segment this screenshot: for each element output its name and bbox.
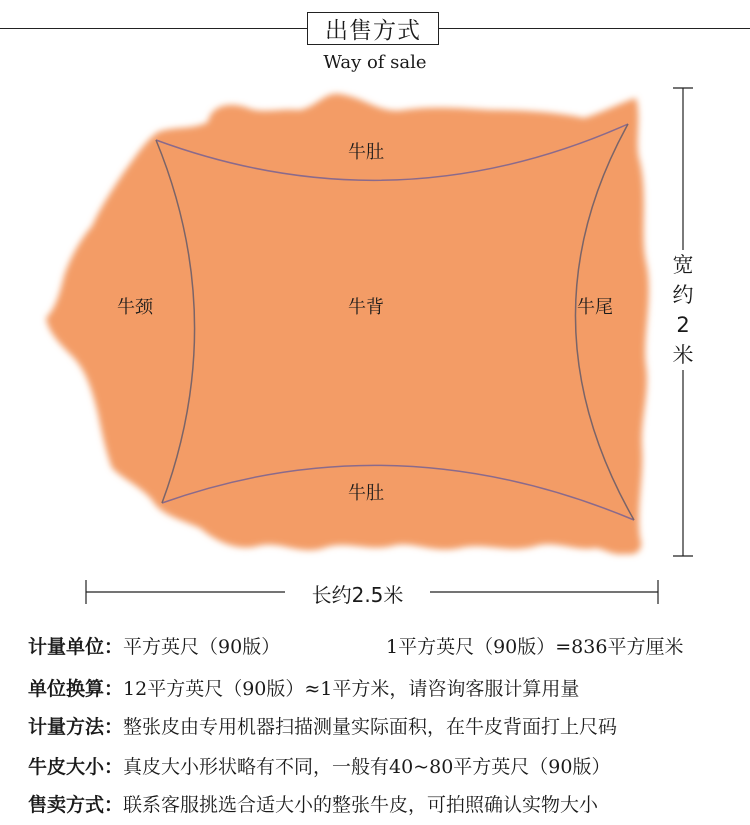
region-label-belly-top: 牛肚 — [348, 142, 384, 163]
region-label-belly-bottom: 牛肚 — [348, 483, 384, 504]
width-label-char: 2 — [668, 310, 698, 340]
region-label-back: 牛背 — [348, 297, 384, 318]
info-value: 平方英尺（90版） — [123, 636, 281, 658]
width-label-char: 宽 — [668, 250, 698, 280]
info-key: 计量方法： — [28, 716, 124, 738]
info-key: 牛皮大小： — [28, 756, 124, 778]
info-row — [28, 712, 617, 739]
info-row — [28, 674, 579, 701]
width-label-char: 约 — [668, 280, 698, 310]
section-title: 出售方式 — [307, 12, 439, 45]
info-value: 12平方英尺（90版）≈1平方米，请咨询客服计算用量 — [123, 678, 580, 700]
region-label-neck: 牛颈 — [117, 297, 153, 318]
info-value: 联系客服挑选合适大小的整张牛皮，可拍照确认实物大小 — [123, 794, 599, 816]
info-row — [28, 790, 598, 817]
section-subtitle: Way of sale — [323, 52, 427, 73]
info-extra — [386, 632, 683, 659]
info-row — [28, 752, 610, 779]
info-key: 计量单位： — [28, 636, 124, 658]
info-value-extra: 1平方英尺（90版）=836平方厘米 — [386, 636, 684, 658]
length-label: 长约2.5米 — [285, 579, 430, 608]
info-key: 单位换算： — [28, 678, 124, 700]
info-value: 真皮大小形状略有不同，一般有40~80平方英尺（90版） — [123, 756, 611, 778]
region-label-tail: 牛尾 — [577, 297, 613, 318]
width-label-char: 米 — [668, 340, 698, 370]
info-key: 售卖方式： — [28, 794, 124, 816]
info-row — [28, 632, 280, 659]
info-value: 整张皮由专用机器扫描测量实际面积，在牛皮背面打上尺码 — [123, 716, 618, 738]
